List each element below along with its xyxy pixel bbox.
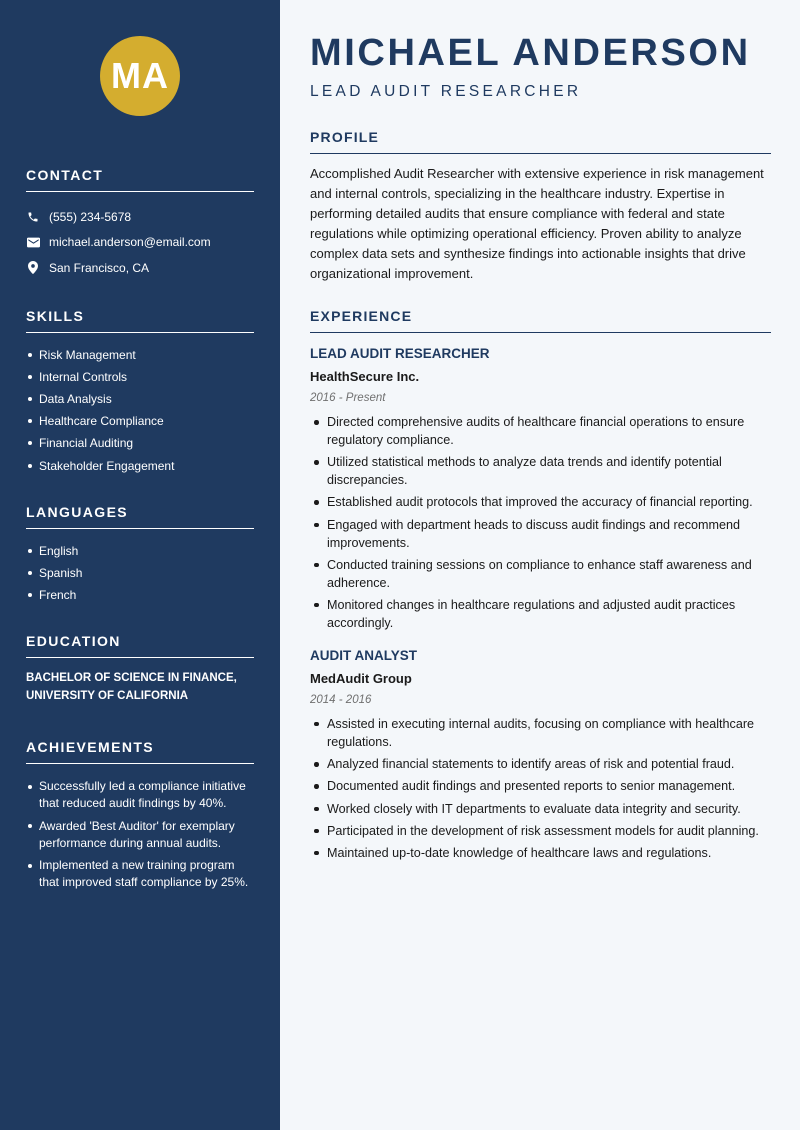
email-icon [26,235,40,249]
skill-item: Internal Controls [26,366,254,388]
languages-list [26,540,254,607]
skills-heading: SKILLS [26,308,254,333]
skill-item: Financial Auditing [26,432,254,454]
job-bullet: Participated in the development of risk assessment models for audit planning. [310,822,771,840]
profile-section [310,129,771,284]
language-item: Spanish [26,562,254,584]
job-company: MedAudit Group [310,670,412,686]
job-bullet: Analyzed financial statements to identify areas of risk and potential fraud. [310,755,771,773]
skill-item: Data Analysis [26,388,254,410]
job-bullet: Established audit protocols that improved the accuracy of financial reporting. [310,493,771,511]
skill-item: Risk Management [26,344,254,366]
contact-section [26,167,254,281]
avatar-initials: MA [111,55,169,96]
job-bullets [310,715,771,862]
language-item: French [26,584,254,606]
contact-heading: CONTACT [26,167,254,192]
achievement-item: Implemented a new training program that improved staff compliance by 25%. [26,857,254,891]
language-item: English [26,540,254,562]
skills-section [26,308,254,477]
job-company: HealthSecure Inc. [310,369,420,384]
skill-item: Healthcare Compliance [26,410,254,432]
job-bullet: Conducted training sessions on compliance to enhance staff awareness and adherence. [310,556,771,592]
achievements-heading: ACHIEVEMENTS [26,739,254,764]
languages-heading: LANGUAGES [26,504,254,529]
job-bullet: Directed comprehensive audits of healthcare financial operations to ensure regulatory compliance. [310,413,771,449]
profile-text: Accomplished Audit Researcher with extensive experience in risk management and internal controls, specializing in the healthcare industry. Expertise in performing detailed audits that ensure compliance with federal and state regulations while optimizing operational efficiency. Proven ability to analyze complex data sets and synthesize findings into actionable insights that drive organizational improvement. [310,166,764,281]
job-role: LEAD AUDIT RESEARCHER [310,346,490,361]
job-bullet: Utilized statistical methods to analyze data trends and identify potential discrepancies. [310,453,771,489]
main-content [280,0,800,1130]
job-dates: 2014 - 2016 [310,693,372,706]
skills-list [26,344,254,477]
job-bullet: Assisted in executing internal audits, focusing on compliance with healthcare regulations. [310,715,771,751]
profile-heading: PROFILE [310,129,771,154]
achievements-section [26,739,254,891]
candidate-name: MICHAEL ANDERSON [310,32,751,74]
job-entry [310,346,771,632]
avatar [100,36,180,116]
phone-icon [26,210,40,224]
contact-email [26,230,254,256]
job-bullet: Engaged with department heads to discuss audit findings and recommend improvements. [310,516,771,552]
candidate-title: LEAD AUDIT RESEARCHER [310,83,582,100]
contact-location [26,255,254,281]
experience-section [310,308,771,862]
job-bullet: Worked closely with IT departments to evaluate data integrity and security. [310,800,771,818]
skill-item: Stakeholder Engagement [26,455,254,477]
experience-heading: EXPERIENCE [310,308,771,333]
job-dates: 2016 - Present [310,392,386,404]
achievement-item: Awarded 'Best Auditor' for exemplary performance during annual audits. [26,818,254,852]
languages-section [26,504,254,607]
email-text: michael.anderson@email.com [49,235,211,250]
job-bullet: Maintained up-to-date knowledge of healthcare laws and regulations. [310,844,771,862]
location-text: San Francisco, CA [49,260,150,275]
sidebar [0,0,280,1130]
education-section [26,633,254,705]
achievements-list [26,778,254,891]
contact-list [26,204,254,281]
contact-phone [26,204,254,230]
education-heading: EDUCATION [26,633,254,658]
job-bullet: Monitored changes in healthcare regulations and adjusted audit practices accordingly. [310,596,771,632]
job-role: AUDIT ANALYST [310,647,418,663]
education-degree: BACHELOR OF SCIENCE IN FINANCE, UNIVERSITY OF CALIFORNIA [26,672,237,702]
job-bullet: Documented audit findings and presented reports to senior management. [310,777,771,795]
phone-text: (555) 234-5678 [49,209,132,224]
job-entry [310,648,771,862]
location-pin-icon [26,261,40,275]
job-bullets [310,413,771,632]
achievement-item: Successfully led a compliance initiative that reduced audit findings by 40%. [26,778,254,812]
